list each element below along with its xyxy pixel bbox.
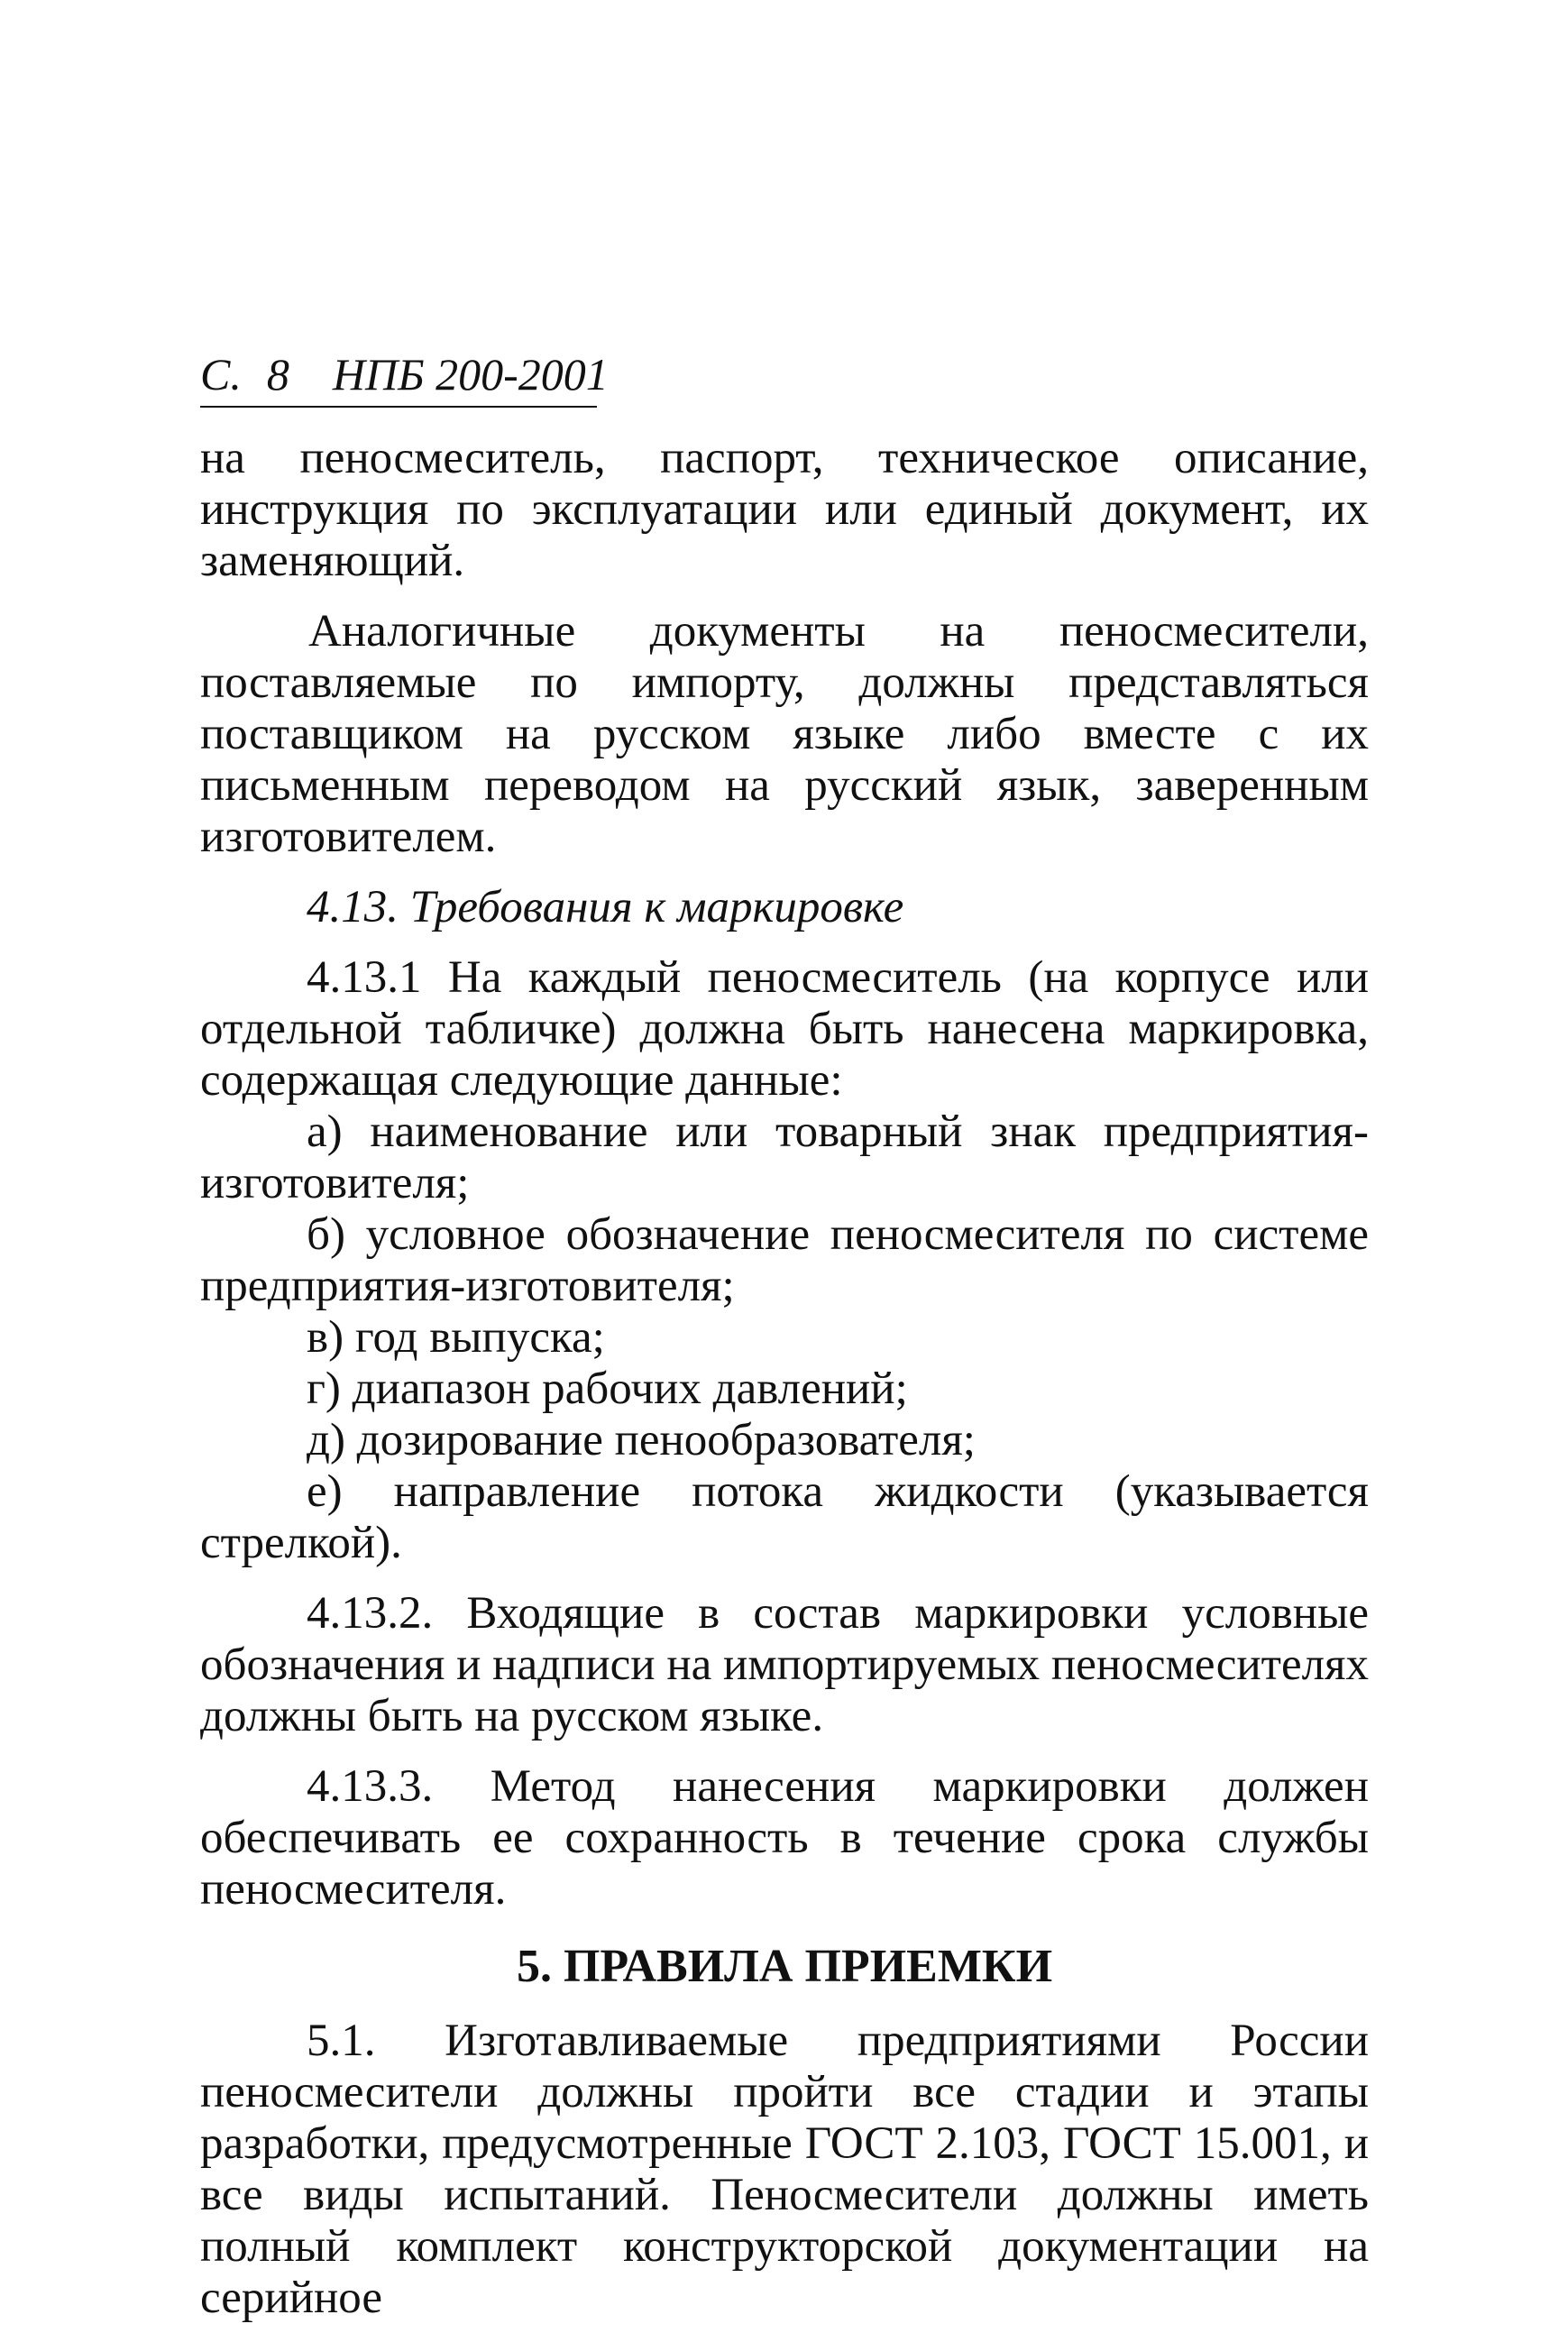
- page-header: [200, 343, 609, 408]
- document-body: [200, 433, 1369, 2324]
- list-item-a: а) наименование или товарный знак предприятия-изготовителя;: [200, 1107, 1369, 1208]
- list-item-e: е) направление потока жидкости (указывается стрелкой).: [200, 1466, 1369, 1568]
- paragraph-5-1: 5.1. Изготавливаемые предприятиями России пеносмесители должны пройти все стадии и этапы разработки, предусмотренные ГОСТ 2.103, ГОСТ 15.001, и все виды испытаний. Пеносмесители должны иметь полный комплект конструкторской документации на серийное: [200, 2016, 1369, 2323]
- paragraph-4-13-1: 4.13.1 На каждый пеносмеситель (на корпусе или отдельной табличке) должна быть нанесена маркировка, содержащая следующие данные:: [200, 952, 1369, 1106]
- list-item-b: б) условное обозначение пеносмесителя по системе предприятия-изготовителя;: [200, 1209, 1369, 1311]
- paragraph-continuation: на пеносмеситель, паспорт, техническое описание, инструкция по эксплуатации или единый документ, их заменяющий.: [200, 433, 1369, 586]
- list-item-v: в) год выпуска;: [307, 1312, 605, 1363]
- paragraph-import-documents: Аналогичные документы на пеносмесители, поставляемые по импорту, должны представляться поставщиком на русском языке либо вместе с их письменным переводом на русский язык, заверенным изготовителем.: [200, 606, 1369, 862]
- subsection-title-4-13: 4.13. Требования к маркировке: [307, 882, 904, 932]
- page-number: 8: [266, 349, 289, 400]
- paragraph-4-13-3: 4.13.3. Метод нанесения маркировки должен обеспечивать ее сохранность в течение срока службы пеносмесителя.: [200, 1761, 1369, 1915]
- paragraph-4-13-2: 4.13.2. Входящие в состав маркировки условные обозначения и надписи на импортируемых пеносмесителях должны быть на русском языке.: [200, 1588, 1369, 1741]
- page-label: С.: [200, 349, 242, 400]
- section-title-5: 5. ПРАВИЛА ПРИЕМКИ: [516, 1941, 1053, 1992]
- list-item-g: г) диапазон рабочих давлений;: [307, 1364, 908, 1414]
- document-code: НПБ 200-2001: [332, 349, 609, 400]
- list-item-d: д) дозирование пенообразователя;: [307, 1415, 976, 1465]
